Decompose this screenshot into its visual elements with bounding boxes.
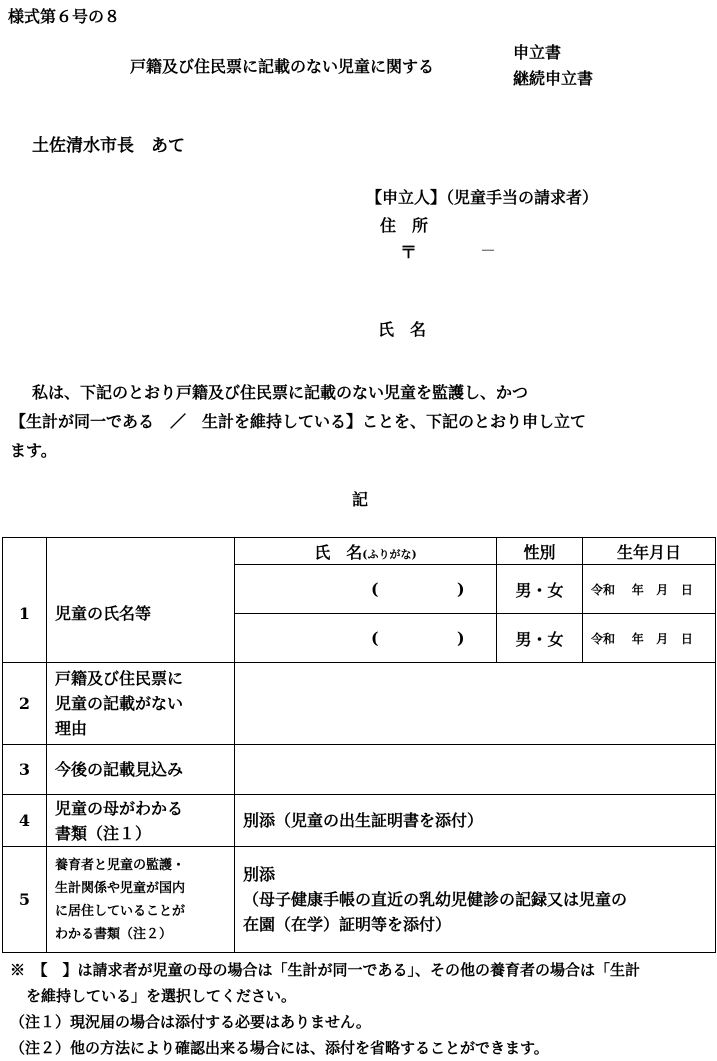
title-option-continuation: 継続申立書 [513, 69, 594, 88]
table-row [3, 565, 716, 614]
applicant-heading: 【申立人】（児童手当の請求者） [366, 188, 599, 207]
item-label: 戸籍及び住民票に 児童の記載がない 理由 [47, 663, 235, 745]
table-row [3, 847, 716, 953]
form-number: 様式第６号の８ [8, 7, 121, 26]
row-number: 5 [3, 847, 47, 953]
declaration-line-1: 私は、下記のとおり戸籍及び住民票に記載のない児童を監護し、かつ [32, 383, 529, 402]
kana-paren-close: ) [457, 628, 465, 648]
address-label: 住 所 [380, 216, 429, 235]
declaration-text [10, 378, 715, 465]
reason-field[interactable] [235, 663, 716, 745]
child-dob-field[interactable]: 令和 年 月 日 [583, 565, 716, 614]
addressee: 土佐清水市長 あて [32, 136, 185, 156]
header-sex: 性別 [497, 538, 583, 565]
table-row [3, 745, 716, 795]
child-sex-field[interactable]: 男・女 [497, 614, 583, 663]
note-2: （注２）他の方法により確認出来る場合には、添付を省略することができます。 [10, 1039, 549, 1057]
item-label: 児童の母がわかる 書類（注１） [47, 795, 235, 847]
name-label: 氏 名 [378, 320, 427, 339]
postal-code-dash: － [480, 241, 497, 260]
outlook-field[interactable] [235, 745, 716, 795]
mother-document-field: 別添（児童の出生証明書を添付） [235, 795, 716, 847]
item-label: 今後の記載見込み [47, 745, 235, 795]
table-row [3, 663, 716, 745]
table-row [3, 795, 716, 847]
child-name-field[interactable] [235, 614, 497, 663]
table-header-row [3, 538, 716, 565]
header-name-kana: (ふりがな) [362, 547, 417, 561]
note-1: （注１）現況届の場合は添付する必要はありません。 [10, 1013, 371, 1031]
document-title: 戸籍及び住民票に記載のない児童に関する [130, 57, 435, 76]
postal-mark: 〒 [400, 243, 417, 263]
row-number: 2 [3, 663, 47, 745]
custody-document-field: 別添 （母子健康手帳の直近の乳幼児健診の記録又は児童の 在園（在学）証明等を添付） [235, 847, 716, 953]
row-number: 4 [3, 795, 47, 847]
declaration-line-2: 【生計が同一である ／ 生計を維持している】ことを、下記のとおり申し立て [10, 412, 587, 431]
title-option-application: 申立書 [513, 43, 562, 62]
row-number: 3 [3, 745, 47, 795]
details-table [2, 537, 716, 953]
kana-paren-open: ( [371, 579, 379, 599]
child-sex-field[interactable]: 男・女 [497, 565, 583, 614]
kana-paren-open: ( [371, 628, 379, 648]
ki-heading: 記 [352, 490, 369, 509]
header-dob: 生年月日 [583, 538, 716, 565]
header-name: 氏 名(ふりがな) [235, 538, 497, 565]
kana-paren-close: ) [457, 579, 465, 599]
child-dob-field[interactable]: 令和 年 月 日 [583, 614, 716, 663]
note-selection: ※ 【 】は請求者が児童の母の場合は「生計が同一である」、その他の養育者の場合は「生計 [10, 961, 641, 979]
item-label: 養育者と児童の監護・ 生計関係や児童が国内 に居住していることが わかる書類（注２） [47, 847, 235, 953]
row-number: 1 [3, 565, 47, 663]
child-name-field[interactable] [235, 565, 497, 614]
item-label: 児童の氏名等 [47, 565, 235, 663]
declaration-line-3: ます。 [10, 441, 57, 460]
notes [10, 957, 715, 1061]
note-selection-cont: を維持している」を選択してください。 [26, 987, 297, 1005]
